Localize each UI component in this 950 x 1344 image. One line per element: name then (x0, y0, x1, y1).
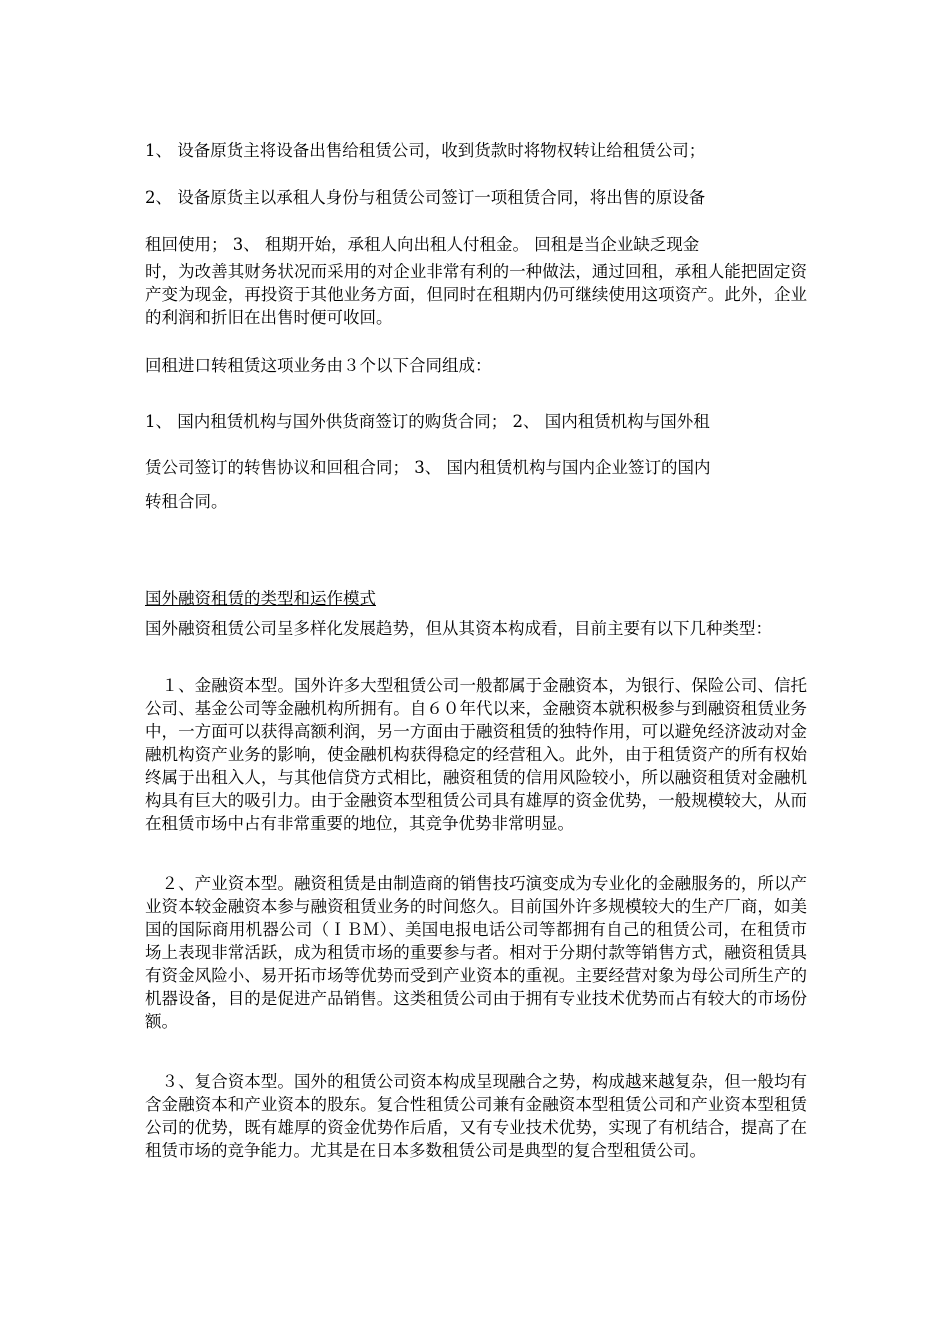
import-sublease-contracts-line-2: 赁公司签订的转售协议和回租合同； 3、 国内租赁机构与国内企业签订的国内 (145, 458, 711, 477)
industrial-capital-type-paragraph: ２、产业资本型。融资租赁是由制造商的销售技巧演变成为专业化的金融服务的，所以产业资本较金融资本参与融资租赁业务的时间悠久。目前国外许多规模较大的生产厂商，如美国的国际商用机器公司（ＩＢＭ）、美国电报电话公司等都拥有自己的租赁公司，在租赁市场上表现非常活跃，成为租赁市场的重要参与者。相对于分期付款等销售方式，融资租赁具有资金风险小、易开拓市场等优势而受到产业资本的重视。主要经营对象为母公司所生产的机器设备，目的是促进产品销售。这类租赁公司由于拥有专业技术优势而占有较大的市场份额。 (145, 874, 807, 1031)
import-sublease-contracts-line-1: 1、 国内租赁机构与国外供货商签订的购货合同； 2、 国内租赁机构与国外租 (145, 412, 710, 431)
leasing-types-intro: 国外融资租赁公司呈多样化发展趋势，但从其资本构成看，目前主要有以下几种类型： (145, 619, 772, 638)
import-sublease-intro: 回租进口转租赁这项业务由３个以下合同组成： (145, 356, 492, 375)
sale-leaseback-step-3: 租回使用； 3、 租期开始，承租人向出租人付租金。 回租是当企业缺乏现金 (145, 235, 700, 254)
composite-capital-type-paragraph: ３、复合资本型。国外的租赁公司资本构成呈现融合之势，构成越来越复杂，但一般均有含金融资本和产业资本的股东。复合性租赁公司兼有金融资本型租赁公司和产业资本型租赁公司的优势，既有雄厚的资金优势作后盾，又有专业技术优势，实现了有机结合，提高了在租赁市场的竞争能力。尤其是在日本多数租赁公司是典型的复合型租赁公司。 (145, 1072, 807, 1160)
financial-capital-type-paragraph: １、金融资本型。国外许多大型租赁公司一般都属于金融资本，为银行、保险公司、信托公司、基金公司等金融机构所拥有。自６０年代以来，金融资本就积极参与到融资租赁业务中，一方面可以获得高额利润，另一方面由于融资租赁的独特作用，可以避免经济波动对金融机构资产业务的影响，使金融机构获得稳定的经营租入。此外，由于租赁资产的所有权始终属于出租入人，与其他信贷方式相比，融资租赁的信用风险较小，所以融资租赁对金融机构具有巨大的吸引力。由于金融资本型租赁公司具有雄厚的资金优势，一般规模较大，从而在租赁市场中占有非常重要的地位，其竞争优势非常明显。 (145, 676, 807, 833)
section-heading: 国外融资租赁的类型和运作模式 (145, 589, 376, 608)
sale-leaseback-step-2: 2、 设备原货主以承租人身份与租赁公司签订一项租赁合同，将出售的原设备 (145, 188, 706, 207)
import-sublease-contracts-line-3: 转租合同。 (145, 492, 228, 511)
sale-leaseback-step-1: 1、 设备原货主将设备出售给租赁公司，收到货款时将物权转让给租赁公司； (145, 141, 706, 160)
sale-leaseback-explanation: 时，为改善其财务状况而采用的对企业非常有利的一种做法，通过回租，承租人能把固定资产变为现金，再投资于其他业务方面，但同时在租期内仍可继续使用这项资产。此外，企业的利润和折旧在出售时便可收回。 (145, 262, 807, 327)
